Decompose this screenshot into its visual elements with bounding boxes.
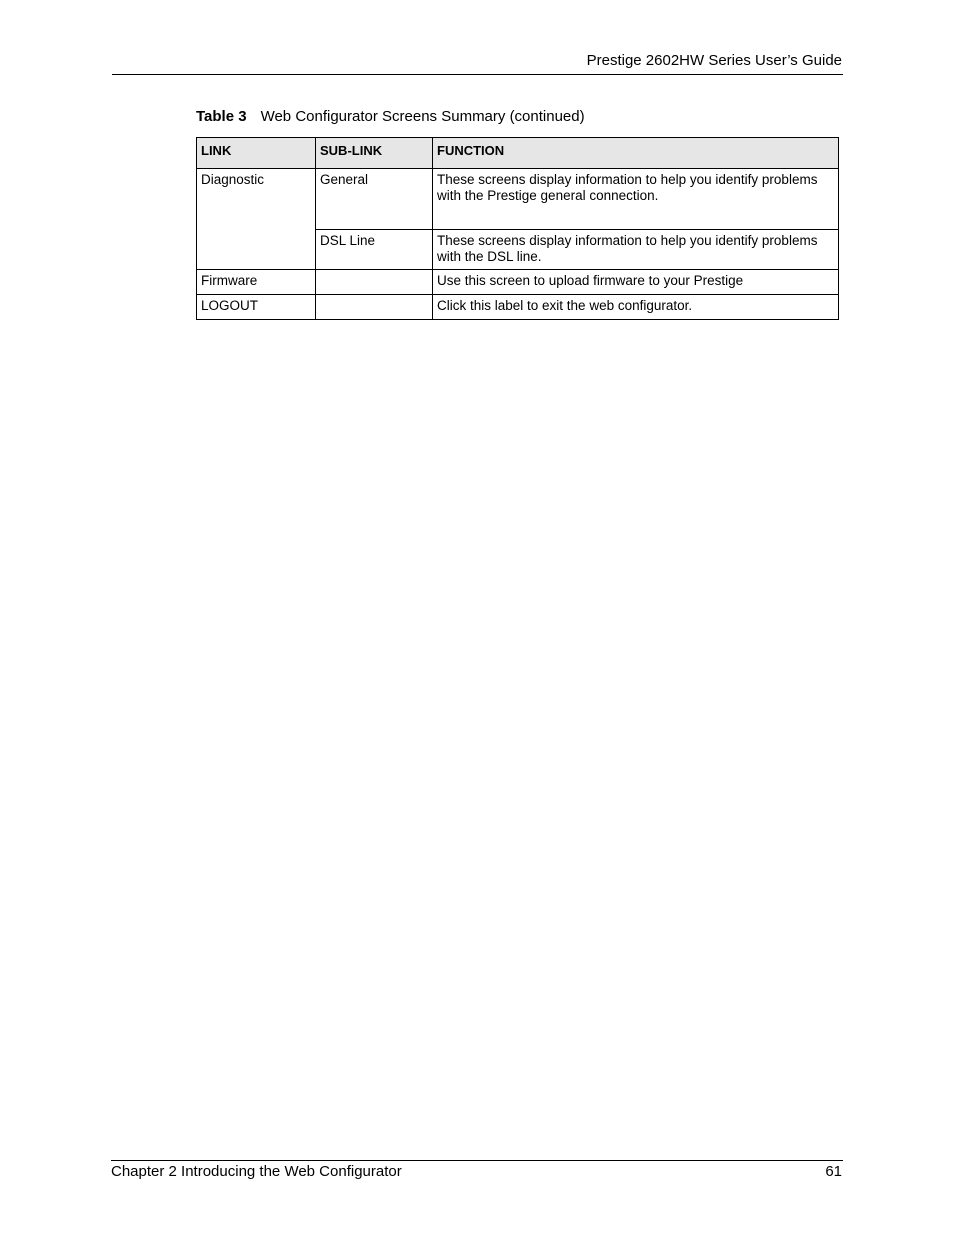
column-header-function: FUNCTION bbox=[433, 138, 839, 169]
sub-link-cell: General bbox=[316, 169, 433, 230]
table-number: Table 3 bbox=[196, 108, 247, 125]
function-cell: These screens display information to help you identify problems with the Prestige general connection. bbox=[433, 169, 839, 230]
sub-link-cell bbox=[316, 270, 433, 295]
function-cell: Use this screen to upload firmware to your Prestige bbox=[433, 270, 839, 295]
sub-link-cell: DSL Line bbox=[316, 230, 433, 270]
screens-summary-table bbox=[196, 137, 839, 320]
link-cell: Diagnostic bbox=[197, 169, 316, 270]
sub-link-cell bbox=[316, 295, 433, 320]
function-cell: Click this label to exit the web configurator. bbox=[433, 295, 839, 320]
chapter-title: Chapter 2 Introducing the Web Configurator bbox=[111, 1163, 402, 1180]
table-caption bbox=[196, 108, 585, 125]
table-row bbox=[197, 169, 839, 230]
page-number: 61 bbox=[825, 1163, 842, 1180]
column-header-link: LINK bbox=[197, 138, 316, 169]
table-title: Web Configurator Screens Summary (continued) bbox=[260, 108, 585, 125]
link-cell: LOGOUT bbox=[197, 295, 316, 320]
column-header-sub-link: SUB-LINK bbox=[316, 138, 433, 169]
running-header bbox=[112, 50, 843, 75]
table-header-row bbox=[197, 138, 839, 169]
function-cell: These screens display information to help you identify problems with the DSL line. bbox=[433, 230, 839, 270]
running-footer bbox=[111, 1160, 843, 1185]
table-row bbox=[197, 270, 839, 295]
table-row bbox=[197, 295, 839, 320]
link-cell: Firmware bbox=[197, 270, 316, 295]
guide-title: Prestige 2602HW Series User’s Guide bbox=[586, 52, 842, 69]
